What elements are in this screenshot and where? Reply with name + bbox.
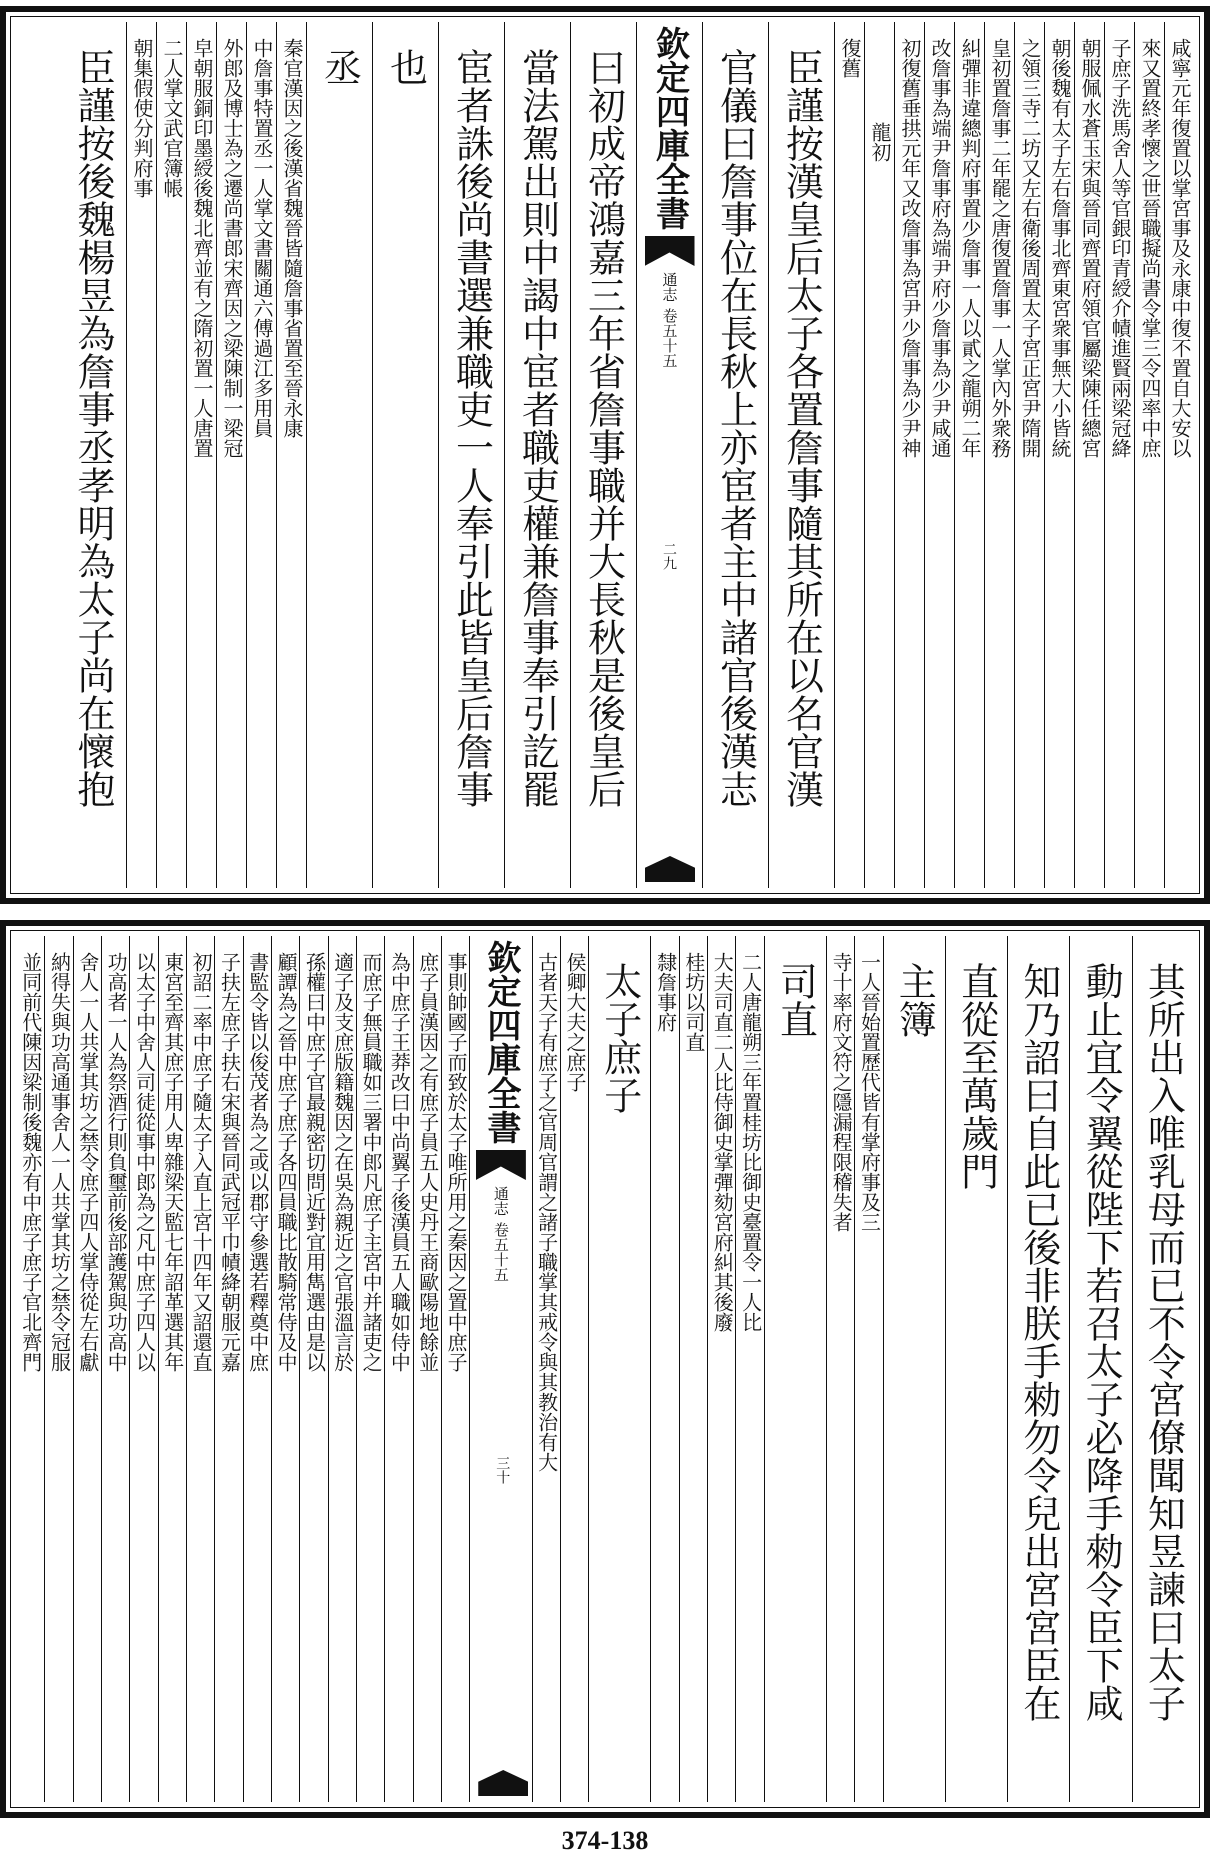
text-column xyxy=(73,936,101,1802)
column-text: 之領三寺二坊又左右衛後周置太子宮正宮尹隋開 xyxy=(1018,38,1042,458)
text-column xyxy=(1134,22,1164,888)
column-text: 功高者一人為祭酒行則負璽前後部護駕與功高中 xyxy=(104,952,129,1372)
fishtail-mark-bottom xyxy=(645,856,695,882)
column-text: 朝服佩水蒼玉宋與晉同齊置府領官屬梁陳任總宮 xyxy=(1078,38,1102,458)
text-column xyxy=(328,936,356,1802)
juan-number: 卷五十五 xyxy=(660,308,679,368)
column-text: 朝集假使分判府事 xyxy=(130,38,154,198)
text-column xyxy=(924,22,954,888)
text-column xyxy=(158,936,186,1802)
column-text: 為中庶子王莽改曰中尚翼子後漢員五人職如侍中 xyxy=(387,952,412,1372)
text-column xyxy=(864,22,894,888)
folio-number: 三十 xyxy=(494,1456,511,1484)
column-text: 以太子中舍人司徒從事中郎為之凡中庶子四人以 xyxy=(132,952,157,1372)
column-text: 古者天子有庶子之官周官謂之諸子職掌其戒令與其教治有大 xyxy=(534,952,559,1472)
text-column xyxy=(1132,936,1194,1802)
column-text: 並同前代陳因梁制後魏亦有中庶子庶子官北齊門 xyxy=(18,952,43,1372)
book-title: 欽定四庫全書 xyxy=(649,26,690,230)
column-text: 動止宜令翼從陛下若召太子必降手勑令臣下咸 xyxy=(1079,962,1124,1722)
text-column xyxy=(954,22,984,888)
text-column xyxy=(1074,22,1104,888)
juan-number: 卷五十五 xyxy=(491,1222,510,1282)
text-column xyxy=(271,936,299,1802)
text-column xyxy=(356,936,384,1802)
text-column xyxy=(306,22,372,888)
text-column xyxy=(438,22,504,888)
text-column xyxy=(186,936,214,1802)
text-column xyxy=(1069,936,1131,1802)
column-text: 書監令皆以俊茂者為之或以郡守參選若釋奠中庶 xyxy=(245,952,270,1372)
column-text: 復舊 xyxy=(838,38,862,78)
column-text: 外郎及博士為之遷尚書郎宋齊因之梁陳制一梁冠 xyxy=(220,38,244,458)
text-column xyxy=(214,936,242,1802)
text-column xyxy=(1014,22,1044,888)
text-column xyxy=(650,936,678,1802)
column-text: 朝後魏有太子左右詹事北齊東宮衆事無大小皆統 xyxy=(1048,38,1072,458)
upper-page-columns xyxy=(16,22,1194,888)
text-column xyxy=(1164,22,1194,888)
column-text: 一人晉始置歷代皆有掌府事及三 xyxy=(857,952,882,1232)
text-column xyxy=(834,22,864,888)
column-text: 子扶左庶子扶右宋與晉同武冠平巾幘絳朝服元嘉 xyxy=(217,952,242,1372)
column-text: 太子庶子 xyxy=(597,962,642,1114)
text-column xyxy=(984,22,1014,888)
folio-number: 二九 xyxy=(661,542,677,570)
text-column xyxy=(441,936,469,1802)
text-column xyxy=(504,22,570,888)
volume-title: 通志 xyxy=(660,272,679,302)
text-column xyxy=(945,936,1007,1802)
column-text: 庶子員漢因之有庶子員五人史丹王商歐陽地餘並 xyxy=(415,952,440,1372)
column-text: 初詔二率中庶子隨太子入直上宮十四年又詔還直 xyxy=(189,952,214,1372)
column-text: 宦者誅後尚書選兼職吏一人奉引此皆皇后詹事 xyxy=(449,48,494,808)
column-text: 寺十率府文符之隱漏程限稽失者 xyxy=(829,952,854,1232)
text-column xyxy=(16,936,44,1802)
text-column xyxy=(372,22,438,888)
lower-page-columns xyxy=(16,936,1194,1802)
column-text: 二人掌文武官簿帳 xyxy=(160,38,184,198)
text-column xyxy=(413,936,441,1802)
column-text: 其所出入唯乳母而已不令宮僚聞知昱諫曰太子 xyxy=(1141,962,1186,1722)
column-text: 子庶子洗馬舍人等官銀印青綬介幘進賢兩梁冠絳 xyxy=(1108,38,1132,458)
column-text: 中詹事特置丞一人掌文書關通六傅過江多用員 xyxy=(250,38,274,438)
column-text: 適子及支庶版籍魏因之在吳為親近之官張溫言於 xyxy=(330,952,355,1372)
text-column xyxy=(1104,22,1134,888)
book-title: 欽定四庫全書 xyxy=(480,940,521,1144)
text-column xyxy=(532,936,560,1802)
column-text: 當法駕出則中謁中宦者職吏權兼詹事奉引訖罷 xyxy=(515,48,560,808)
column-text: 糾彈非違總判府事置少詹事一人以貳之龍朔二年 xyxy=(958,38,982,458)
text-column xyxy=(826,936,854,1802)
text-column xyxy=(707,936,735,1802)
text-column xyxy=(384,936,412,1802)
column-text: 桂坊以司直 xyxy=(681,952,706,1052)
column-text: 舍人一人共掌其坊之禁令庶子四人掌侍從左右獻 xyxy=(75,952,100,1372)
column-text: 知乃詔曰自此已後非朕手勑勿令兒出宮宮臣在 xyxy=(1016,962,1061,1722)
column-text: 來又置終孝懷之世晉職擬尚書令掌三令四率中庶 xyxy=(1138,38,1162,458)
column-text: 大夫司直二人比侍御史掌彈劾宮府糾其後廢 xyxy=(710,952,735,1332)
column-text: 皁朝服銅印墨綬後魏北齊並有之隋初置一人唐置 xyxy=(190,38,214,458)
text-column xyxy=(883,936,945,1802)
fishtail-mark xyxy=(645,236,695,266)
column-text: 東宮至齊其庶子用人卑雜梁天監七年詔革選其年 xyxy=(160,952,185,1372)
column-text: 初復舊垂拱元年又改詹事為宮尹少詹事為少尹神 xyxy=(898,38,922,458)
text-column xyxy=(1044,22,1074,888)
text-column xyxy=(276,22,306,888)
text-column xyxy=(126,22,156,888)
column-text: 臣謹按後魏楊昱為詹事丞孝明為太子尚在懷抱 xyxy=(71,48,115,808)
column-text: 孫權曰中庶子官最親密切問近對宜用雋選由是以 xyxy=(302,952,327,1372)
text-column xyxy=(243,936,271,1802)
center-fold-column xyxy=(469,936,531,1802)
column-text: 丞 xyxy=(317,48,362,86)
column-text: 龍初 xyxy=(868,122,892,162)
column-text: 曰初成帝鴻嘉三年省詹事職并大長秋是後皇后 xyxy=(581,48,626,808)
column-text: 侯卿大夫之庶子 xyxy=(563,952,587,1092)
column-text: 改詹事為端尹詹事府為端尹府少詹事為少尹咸通 xyxy=(928,38,952,458)
column-text: 也 xyxy=(383,48,428,86)
text-column xyxy=(679,936,707,1802)
column-text: 事則帥國子而致於太子唯所用之秦因之置中庶子 xyxy=(444,952,469,1372)
column-text: 顧譚為之晉中庶子庶子各四員職比散騎常侍及中 xyxy=(274,952,299,1372)
column-text: 秦官漢因之後漢省魏晉皆隨詹事省置至晉永康 xyxy=(280,38,304,438)
column-text: 司直 xyxy=(773,962,818,1038)
text-column xyxy=(60,22,126,888)
volume-title: 通志 xyxy=(491,1186,510,1216)
text-column xyxy=(216,22,246,888)
text-column xyxy=(246,22,276,888)
column-text: 皇初置詹事二年罷之唐復置詹事一人掌內外衆務 xyxy=(988,38,1012,458)
text-column xyxy=(186,22,216,888)
page-number: 374-138 xyxy=(561,1826,649,1855)
text-column xyxy=(560,936,588,1802)
text-column xyxy=(735,936,763,1802)
column-text: 臣謹按漢皇后太子各置詹事隨其所在以名官漢 xyxy=(779,48,824,808)
text-column xyxy=(854,936,882,1802)
column-text: 二人唐龍朔三年置桂坊比御史臺置令一人比 xyxy=(738,952,763,1332)
text-column xyxy=(764,936,826,1802)
text-column xyxy=(588,936,650,1802)
text-column xyxy=(101,936,129,1802)
text-column xyxy=(702,22,768,888)
column-text: 官儀曰詹事位在長秋上亦宦者主中諸官後漢志 xyxy=(713,48,758,808)
text-column xyxy=(768,22,834,888)
column-text: 隸詹事府 xyxy=(653,952,678,1032)
text-column xyxy=(1007,936,1069,1802)
column-text: 而庶子無員職如三署中郎凡庶子主宮中并諸吏之 xyxy=(359,952,384,1372)
column-text: 直從至萬歲門 xyxy=(954,962,999,1190)
center-fold-column xyxy=(636,22,702,888)
lower-page xyxy=(0,920,1210,1818)
text-column xyxy=(570,22,636,888)
text-column xyxy=(156,22,186,888)
fishtail-mark xyxy=(476,1150,526,1180)
text-column xyxy=(129,936,157,1802)
text-column xyxy=(299,936,327,1802)
column-text: 主簿 xyxy=(892,962,937,1038)
column-text: 納得失與功高通事舍人一人共掌其坊之禁令冠服 xyxy=(47,952,72,1372)
upper-page xyxy=(0,6,1210,904)
column-text: 咸寧元年復置以掌宮事及永康中復不置自大安以 xyxy=(1168,38,1192,458)
text-column xyxy=(894,22,924,888)
fishtail-mark-bottom xyxy=(478,1770,528,1796)
text-column xyxy=(44,936,72,1802)
